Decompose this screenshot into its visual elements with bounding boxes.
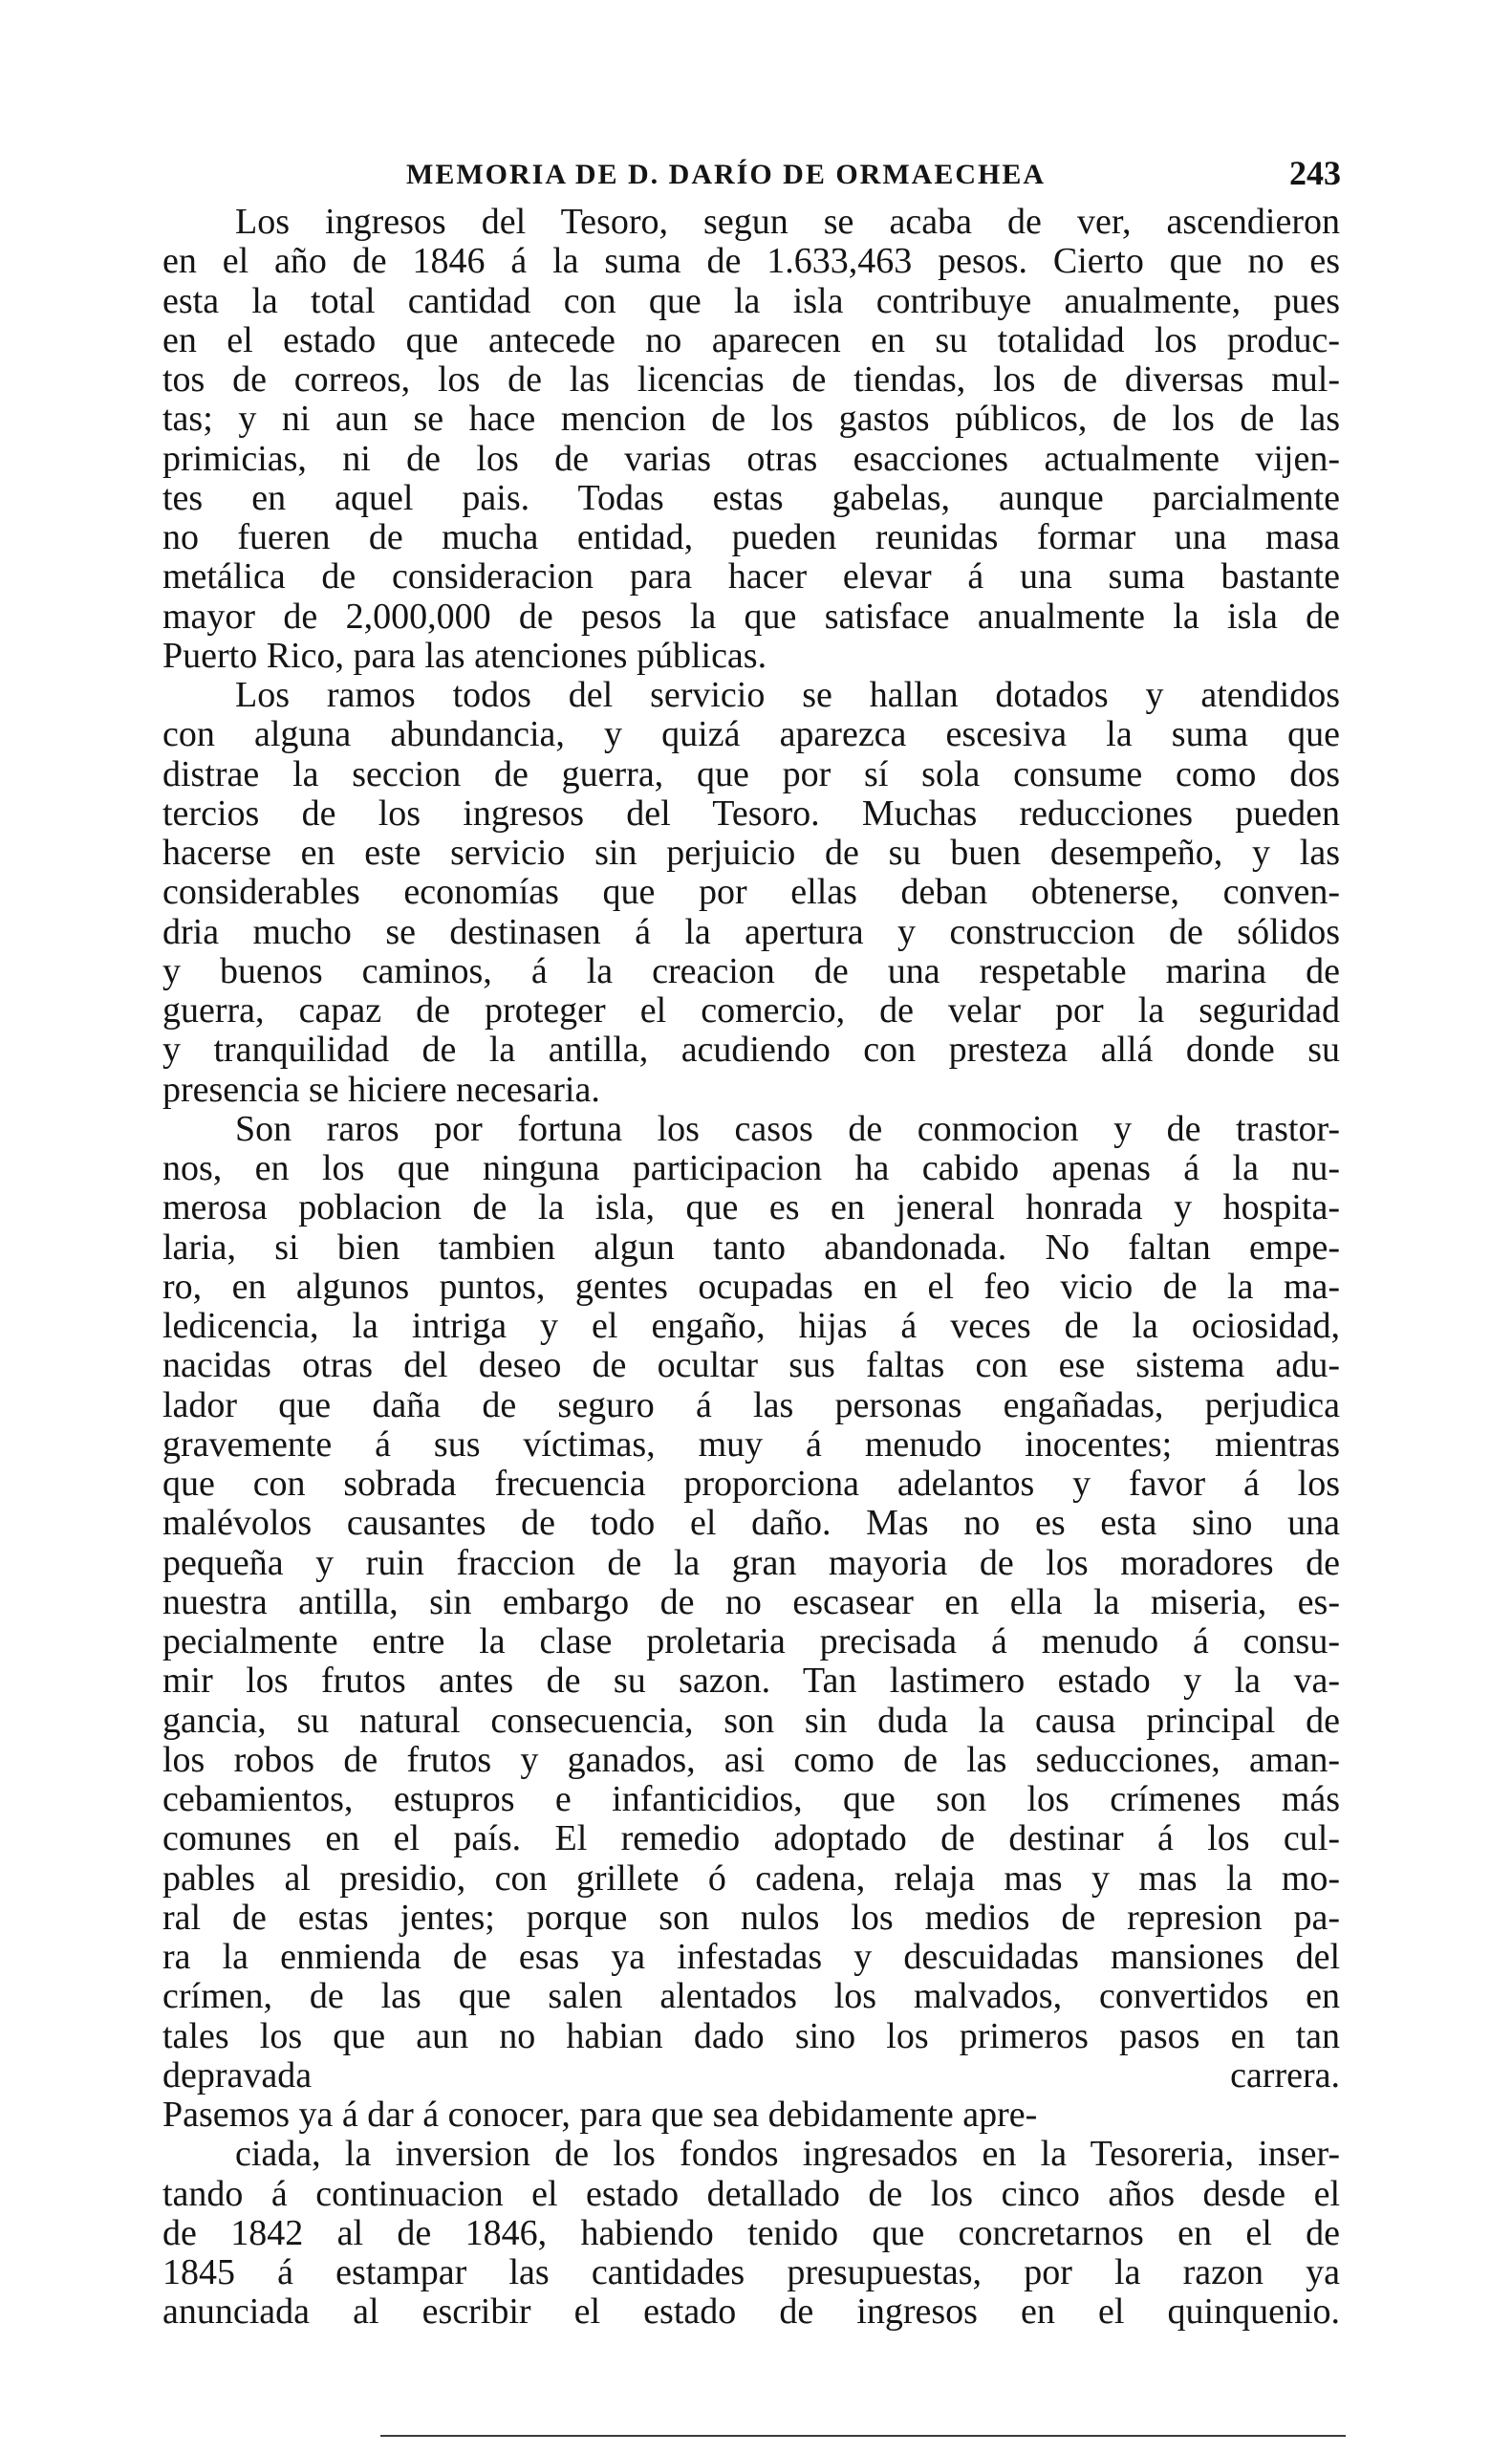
text-line: pecialmente entre la clase proletaria precisada á menudo á consu- xyxy=(162,1622,1340,1661)
text-line: Los ingresos del Tesoro, segun se acaba de ver, ascendieron xyxy=(235,203,1340,242)
text-line: presencia se hiciere necesaria. xyxy=(162,1070,600,1110)
text-line: pables al presidio, con grillete ó cadena, relaja mas y mas la mo- xyxy=(162,1858,1340,1899)
text-line: anunciada al escribir el estado de ingresos en el quinquenio. xyxy=(162,2292,1340,2333)
text-line: nacidas otras del deseo de ocultar sus faltas con ese sistema adu- xyxy=(162,1346,1340,1386)
text-line: tas; y ni aun se hace mencion de los gastos públicos, de los de las xyxy=(162,400,1340,440)
text-line: gravemente á sus víctimas, muy á menudo inocentes; mientras xyxy=(162,1424,1340,1465)
page-number: 243 xyxy=(1289,154,1341,192)
text-line: y buenos caminos, á la creacion de una respetable marina de xyxy=(162,951,1340,991)
text-line: hacerse en este servicio sin perjuicio de su buen desempeño, y las xyxy=(162,834,1340,873)
text-line: depravada carrera. xyxy=(162,2055,1340,2096)
text-line: Los ramos todos del servicio se hallan dotados y atendidos xyxy=(235,676,1340,715)
text-line xyxy=(162,2333,1340,2372)
text-line: considerables economías que por ellas deban obtenerse, conven- xyxy=(162,873,1340,913)
text-line: tos de correos, los de las licencias de tiendas, los de diversas mul- xyxy=(162,360,1340,400)
text-line: mir los frutos antes de su sazon. Tan lastimero estado y la va- xyxy=(162,1661,1340,1702)
text-line: metálica de consideracion para hacer elevar á una suma bastante xyxy=(162,557,1340,597)
text-line: que con sobrada frecuencia proporciona adelantos y favor á los xyxy=(162,1465,1340,1504)
text-line: nos, en los que ninguna participacion ha cabido apenas á la nu- xyxy=(162,1149,1340,1188)
text-line: Son raros por fortuna los casos de conmocion y de trastor- xyxy=(235,1109,1340,1149)
text-line: ra la enmienda de esas ya infestadas y descuidadas mansiones del xyxy=(162,1938,1340,1977)
text-line: 1845 á estampar las cantidades presupuestas, por la razon ya xyxy=(162,2253,1340,2292)
text-line: laria, si bien tambien algun tanto abandonada. No faltan empe- xyxy=(162,1227,1340,1268)
text-line: tando á continuacion el estado detallado de los cinco años desde el xyxy=(162,2174,1340,2214)
text-line: gancia, su natural consecuencia, son sin duda la causa principal de xyxy=(162,1701,1340,1741)
text-line: dria mucho se destinasen á la apertura y construccion de sólidos xyxy=(162,912,1340,952)
text-line: guerra, capaz de proteger el comercio, de velar por la seguridad xyxy=(162,991,1340,1031)
text-line: merosa poblacion de la isla, que es en jeneral honrada y hospita- xyxy=(162,1188,1340,1228)
text-line: lador que daña de seguro á las personas engañadas, perjudica xyxy=(162,1385,1340,1425)
text-line: comunes en el país. El remedio adoptado de destinar á los cul- xyxy=(162,1819,1340,1859)
text-line: tales los que aun no habian dado sino los primeros pasos en tan xyxy=(162,2016,1340,2056)
bottom-rule xyxy=(380,2435,1346,2437)
text-line: ciada, la inversion de los fondos ingresados en la Tesoreria, inser- xyxy=(235,2135,1340,2175)
running-title: MEMORIA DE D. DARÍO DE ORMAECHEA xyxy=(406,159,1047,190)
text-line: de 1842 al de 1846, habiendo tenido que concretarnos en el de xyxy=(162,2213,1340,2253)
text-line: tercios de los ingresos del Tesoro. Muchas reducciones pueden xyxy=(162,793,1340,834)
text-line: con alguna abundancia, y quizá aparezca escesiva la suma que xyxy=(162,715,1340,755)
body-text xyxy=(162,203,1340,2372)
text-line: tes en aquel pais. Todas estas gabelas, aunque parcialmente xyxy=(162,478,1340,518)
text-line: ledicencia, la intriga y el engaño, hijas á veces de la ociosidad, xyxy=(162,1307,1340,1346)
text-line: primicias, ni de los de varias otras esacciones actualmente vijen- xyxy=(162,439,1340,479)
text-line: y tranquilidad de la antilla, acudiendo con presteza allá donde su xyxy=(162,1031,1340,1071)
text-line: Pasemos ya á dar á conocer, para que sea debidamente apre- xyxy=(162,2096,1038,2135)
text-line: en el año de 1846 á la suma de 1.633,463 pesos. Cierto que no es xyxy=(162,242,1340,282)
text-line: Puerto Rico, para las atenciones públicas. xyxy=(162,636,767,676)
text-line: crímen, de las que salen alentados los malvados, convertidos en xyxy=(162,1977,1340,2017)
running-head xyxy=(167,151,1341,199)
text-line: en el estado que antecede no aparecen en su totalidad los produc- xyxy=(162,320,1340,360)
text-line: cebamientos, estupros e infanticidios, que son los crímenes más xyxy=(162,1780,1340,1819)
text-line: mayor de 2,000,000 de pesos la que satisface anualmente la isla de xyxy=(162,597,1340,637)
text-line: ro, en algunos puntos, gentes ocupadas en el feo vicio de la ma- xyxy=(162,1267,1340,1307)
text-line: distrae la seccion de guerra, que por sí sola consume como dos xyxy=(162,754,1340,794)
text-line: malévolos causantes de todo el daño. Mas no es esta sino una xyxy=(162,1504,1340,1544)
text-line: no fueren de mucha entidad, pueden reunidas formar una masa xyxy=(162,518,1340,557)
text-line: pequeña y ruin fraccion de la gran mayoria de los moradores de xyxy=(162,1543,1340,1583)
text-line: esta la total cantidad con que la isla contribuye anualmente, pues xyxy=(162,281,1340,321)
text-line: ral de estas jentes; porque son nulos los medios de represion pa- xyxy=(162,1898,1340,1938)
text-line: los robos de frutos y ganados, asi como de las seducciones, aman- xyxy=(162,1740,1340,1780)
text-line: nuestra antilla, sin embargo de no escasear en ella la miseria, es- xyxy=(162,1582,1340,1622)
